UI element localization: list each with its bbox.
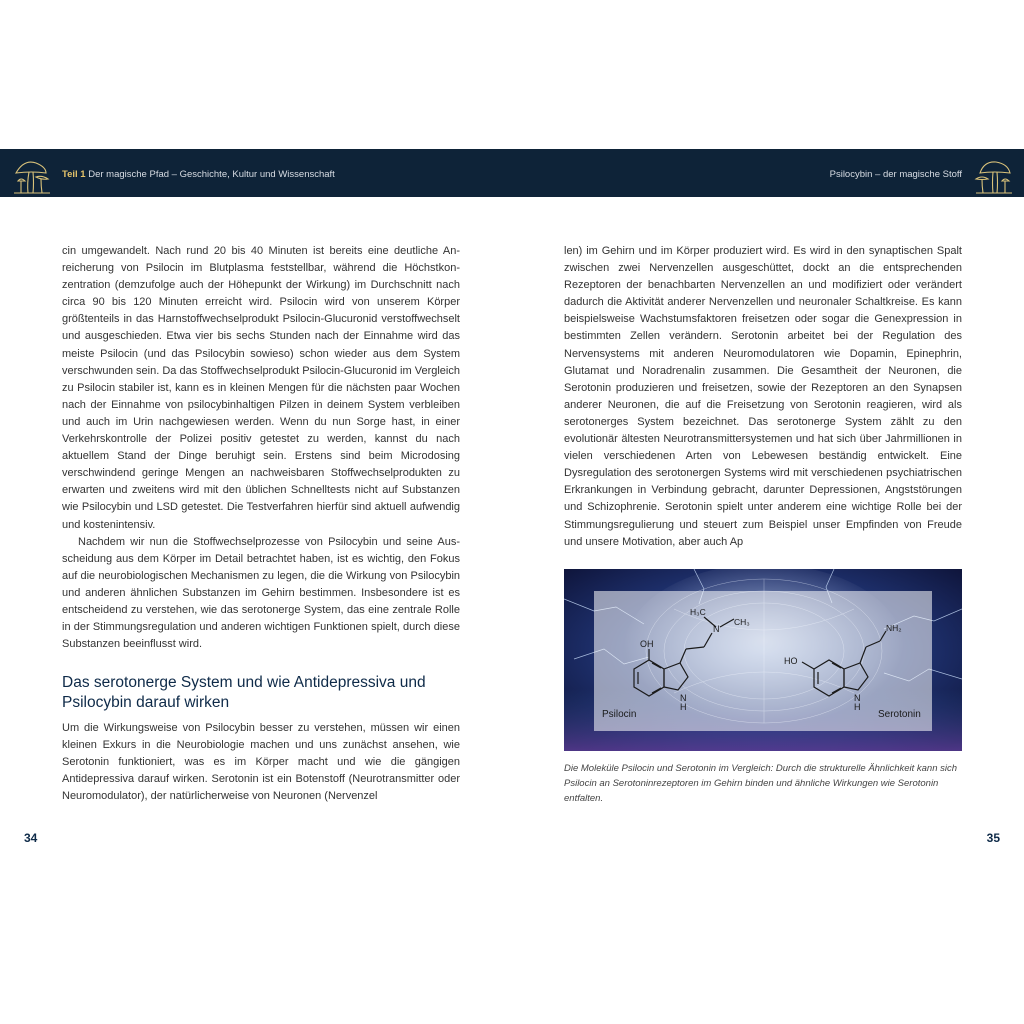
right-page-body xyxy=(564,243,962,551)
header-left-text: Der magische Pfad – Geschichte, Kultur und Wissenschaft xyxy=(88,169,335,180)
molecule-figure xyxy=(564,569,962,751)
left-page-body xyxy=(62,243,460,653)
header-left-title xyxy=(62,169,335,180)
figure-label-psilocin: Psilocin xyxy=(602,709,637,720)
figure-caption: Die Moleküle Psilocin und Serotonin im Vergleich: Durch die strukturelle Ähnlichkeit kann sich Psilocin an Serotoninrezeptoren im Gehirn binden und ähnliche Wirkungen wie Serotonin entfalten. xyxy=(564,763,958,804)
mushroom-icon xyxy=(974,155,1014,195)
left-page-body-continued xyxy=(62,720,460,805)
psilocin-n-label: N xyxy=(680,693,687,703)
header-part-label: Teil 1 xyxy=(62,169,86,180)
header-right-title: Psilocybin – der magische Stoff xyxy=(829,169,962,180)
figure-label-serotonin: Serotonin xyxy=(878,709,921,720)
serotonin-ho-label: HO xyxy=(784,656,798,666)
psilocin-methyl-b-label: CH₃ xyxy=(734,617,750,627)
serotonin-n-label: N xyxy=(854,693,861,703)
body-paragraph: Um die Wirkungsweise von Psilocybin besser zu verstehen, müssen wir einen kleinen Exkurs in die Neurobiologie machen und uns zunächst ansehen, wie Serotonin funktioniert, was es im Körper macht und wie die gängigen Antidepressiva darauf wirken. Serotonin ist ein Botenstoff (Neurotransmitter oder Neuromodulator), der natürlicherweise von Neuronen (Nervenzel xyxy=(62,722,460,803)
body-paragraph: cin umgewandelt. Nach rund 20 bis 40 Minuten ist bereits eine deutliche Anreicherung von Psilocin im Blutplasma feststellbar, während die Höchstkonzentration (demzufolge auch der Höhepunkt der Wirkung) im Durchschnitt nach circa 90 bis 120 Minuten erreicht wird. Psilocin wird von unserem Körper größtenteils in das Harnstoffwechselprodukt Psilocin-Glucuronid verstoffwechselt und ausgeschieden. Etwa vier bis sechs Stunden nach der Einnahme wird das meiste Psilocin (und das Psilocybin sowieso) schon wieder aus dem System verschwunden sein. Da das Stoffwechselprodukt Psilocin-Glucuronid im Vergleich zu Psilocin stabiler ist, kann es in kleinen Mengen für die nächsten paar Wochen nach der Einnahme von psilocybinhaltigen Pilzen in deinem System verbleiben und auch im Urin nachgewiesen werden. Wenn du nun Sorge hast, in einer Verkehrskontrolle der Polizei positiv getestet zu werden, kannst du nach aktuellem Stand der Dinge beruhigt sein. Erstens sind beim Microdosing verschwindend geringe Mengen an nachweisbaren Stoffwechselprodukten zu erwarten und zweitens wird mit den üblichen Schnelltests nicht auf Substanzen wie Psilocybin und LSD getestet. Die Testverfahren hierfür sind aktuell aufwendig und kostenintensiv. xyxy=(62,245,460,531)
body-paragraph: len) im Gehirn und im Körper produziert wird. Es wird in den synaptischen Spalt zwischen zwei Nervenzellen ausgeschüttet, dockt an die entsprechenden Rezeptoren der benachbarten Nervenzellen an und modifiziert oder verändert dadurch die Aktivität anderer Nervenzellen und neuronaler Schaltkreise. Es kann beispielsweise Wachstumsfaktoren freisetzen oder sogar die Genexpression in bestimmten Zellen verändern. Serotonin arbeitet bei der Regulation des Nervensystems mit anderen Neuromodulatoren wie Dopamin, Epinephrin, Glutamat und Noradrenalin zusammen. Die Gesamtheit der Neuronen, die Serotonin produzieren und freisetzen, sowie der Rezeptoren an den Synapsen anderer Neuronen, die auf die Freisetzung von Serotonin reagieren, wird als serotonerges System bezeichnet. Das serotonerge System zählt zu den evolutionär ältesten Neurotransmittersystemen und hat sich über Jahrmillionen in vielen verschiedenen Arten von Lebewesen beständig entwickelt. Eine Dysregulation des serotonergen Systems wird mit verschiedenen psychiatrischen Erkrankungen in Verbindung gebracht, darunter Depressionen, Angststörungen und Schizophrenie. Serotonin spielt unter anderem eine wichtige Rolle bei der Stimmungsregulierung und steuert zum Beispiel unser Empfinden von Freude und unsere Motivation, aber auch Ap xyxy=(564,245,962,548)
serotonin-h-label: H xyxy=(854,702,861,712)
section-heading: Das serotonerge System und wie Antidepressiva und Psilocybin darauf wirken xyxy=(62,674,426,711)
molecule-comparison-image xyxy=(564,569,962,751)
psilocin-amine-n-label: N xyxy=(713,624,720,634)
psilocin-methyl-a-label: H₃C xyxy=(690,607,706,617)
body-paragraph: Nachdem wir nun die Stoffwechselprozesse von Psilocybin und seine Ausscheidung aus dem Körper im Detail betrachtet haben, ist es wichtig, den Fokus auf die neurobiologischen Mechanismen zu legen, die die Wirkung von Psilocybin und anderen ähnlichen Substanzen im Gehirn bestimmen. Insbesondere ist es entscheidend zu verstehen, wie das serotonerge System, das eine zentrale Rolle in der Stimmungsregulation und anderen wichtigen Funktionen spielt, durch diese Substanzen beeinflusst wird. xyxy=(62,535,460,651)
psilocin-h-label: H xyxy=(680,702,687,712)
serotonin-nh2-label: NH₂ xyxy=(886,623,902,633)
page-number-right: 35 xyxy=(986,831,1000,845)
page-number-left: 34 xyxy=(24,831,38,845)
running-header xyxy=(0,149,1024,197)
mushroom-icon xyxy=(12,155,52,195)
psilocin-oh-label: OH xyxy=(640,639,654,649)
